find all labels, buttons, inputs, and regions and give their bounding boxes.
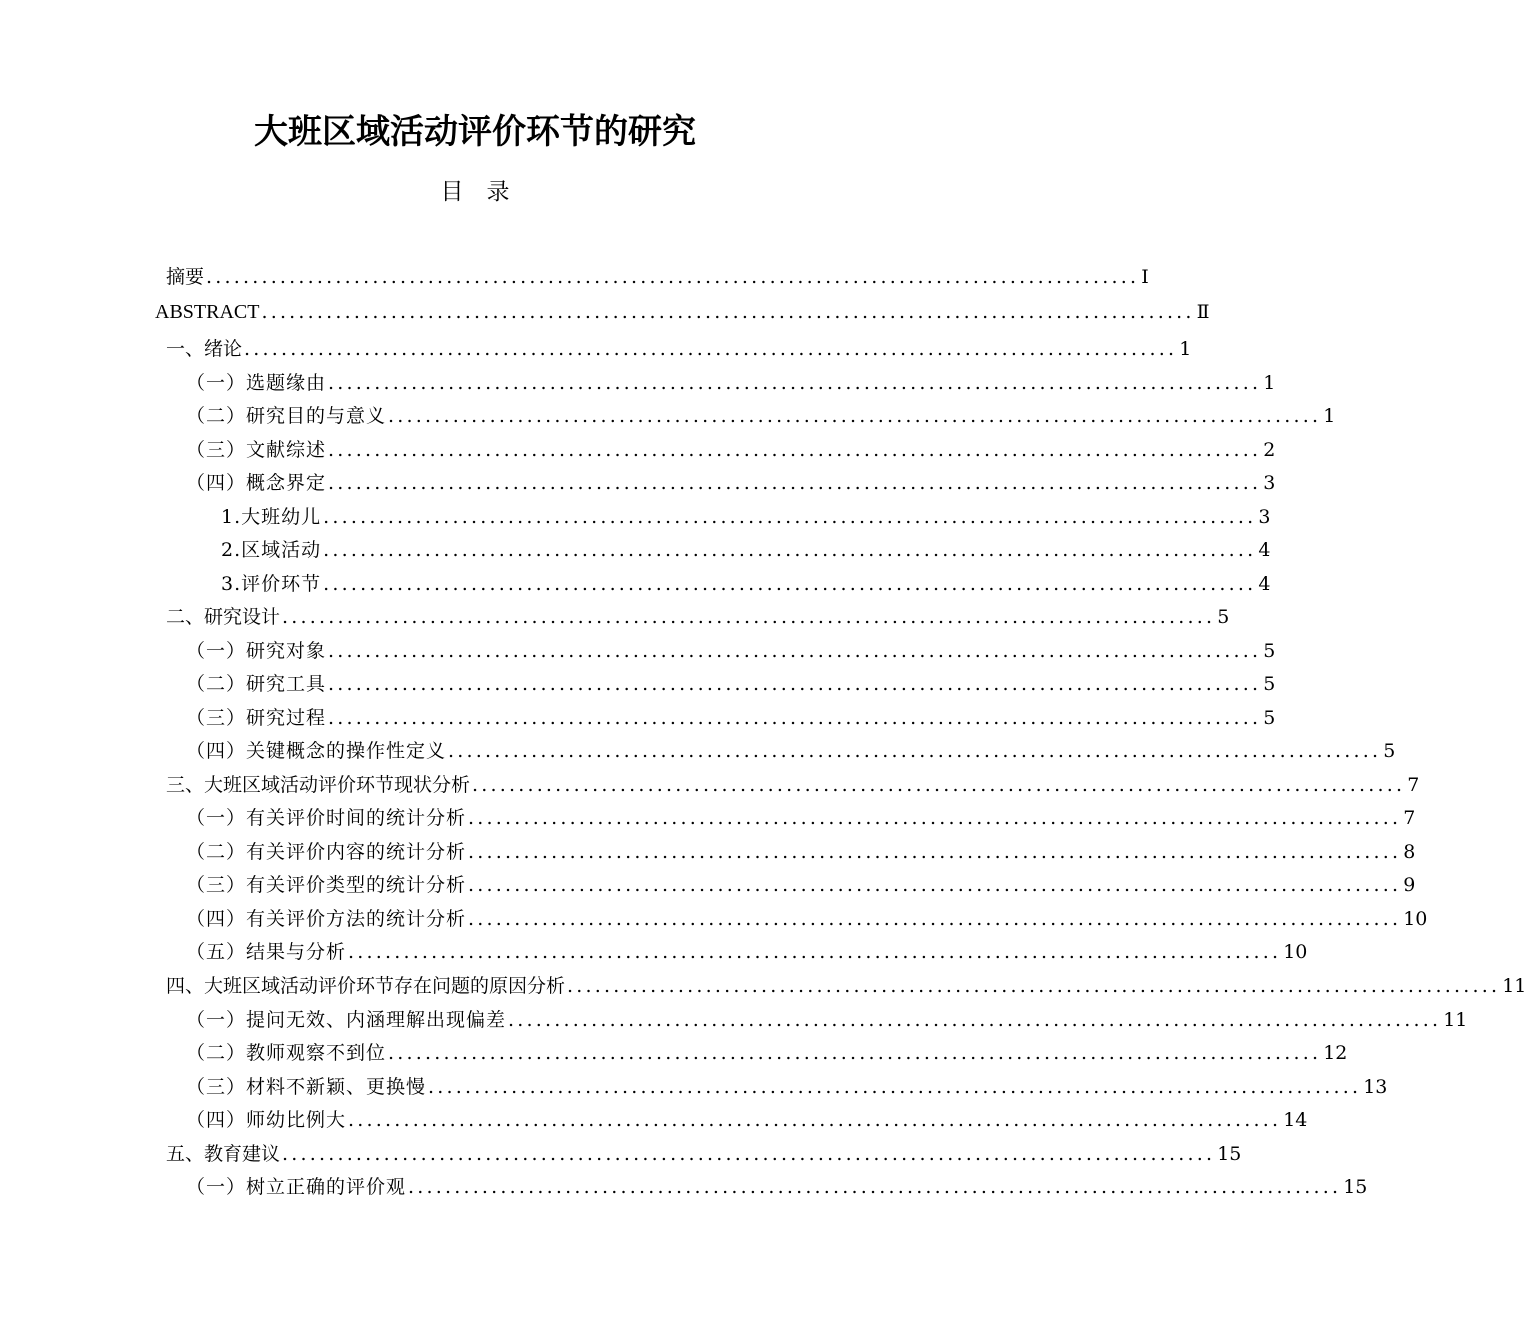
toc-entry[interactable] (186, 736, 1396, 766)
toc-entry-page: 5 (1263, 640, 1276, 662)
toc-entry[interactable] (186, 904, 1428, 934)
toc-entry-label: 四、大班区域活动评价环节存在问题的原因分析 (166, 975, 566, 997)
toc-leader: ..................................................................................................... (348, 941, 1282, 963)
toc-entry-label: （二）研究目的与意义 (186, 405, 387, 427)
toc-entry-label: 三、大班区域活动评价环节现状分析 (166, 774, 471, 796)
toc-leader: ..................................................................................................... (468, 908, 1402, 930)
toc-leader: ..................................................................................................... (244, 338, 1178, 360)
toc-entry-label: （四）关键概念的操作性定义 (186, 740, 447, 762)
toc-entry-page: 5 (1383, 740, 1396, 762)
toc-entry-page: 11 (1443, 1009, 1468, 1031)
toc-entry-label: （四）师幼比例大 (186, 1109, 347, 1131)
toc-leader: ..................................................................................................... (328, 673, 1262, 695)
toc-leader: ..................................................................................................... (328, 472, 1262, 494)
toc-entry-label: （一）研究对象 (186, 640, 327, 662)
toc-leader: ..................................................................................................... (348, 1109, 1282, 1131)
toc-entry-label: （四）有关评价方法的统计分析 (186, 908, 467, 930)
toc-entry-page: 8 (1403, 841, 1416, 863)
toc-leader: ..................................................................................................... (328, 707, 1262, 729)
toc-entry[interactable] (186, 937, 1308, 967)
toc-entry-page: Ⅱ (1196, 301, 1210, 323)
toc-entry-label: （二）教师观察不到位 (186, 1042, 387, 1064)
toc-entry-page: 3 (1258, 506, 1271, 528)
toc-entry-page: 4 (1258, 573, 1271, 595)
toc-leader: ..................................................................................................... (508, 1009, 1442, 1031)
toc-entry[interactable] (221, 535, 1271, 565)
toc-entry[interactable] (186, 1038, 1348, 1068)
toc-entry[interactable] (166, 602, 1230, 632)
toc-entry[interactable] (186, 669, 1276, 699)
toc-entry[interactable] (155, 297, 1210, 327)
toc-leader: ..................................................................................................... (323, 539, 1257, 561)
toc-leader: ..................................................................................................... (323, 506, 1257, 528)
toc-leader: ..................................................................................................... (468, 874, 1402, 896)
toc-entry-page: 2 (1263, 439, 1276, 461)
toc-leader: ..................................................................................................... (261, 301, 1195, 323)
toc-entry[interactable] (166, 971, 1526, 1001)
toc-entry-label: 摘要 (166, 266, 205, 288)
toc-entry-label: 五、教育建议 (166, 1143, 281, 1165)
toc-entry[interactable] (186, 435, 1276, 465)
toc-entry-page: 15 (1343, 1176, 1368, 1198)
toc-entry-page: 4 (1258, 539, 1271, 561)
toc-entry-page: 5 (1263, 673, 1276, 695)
toc-entry-label: （一）有关评价时间的统计分析 (186, 807, 467, 829)
toc-entry-page: 5 (1263, 707, 1276, 729)
toc-heading: 目 录 (440, 179, 510, 205)
toc-leader: ..................................................................................................... (448, 740, 1382, 762)
toc-leader: ..................................................................................................... (428, 1076, 1362, 1098)
toc-entry-page: 13 (1363, 1076, 1388, 1098)
toc-entry-label: ABSTRACT (155, 301, 260, 323)
toc-entry[interactable] (186, 837, 1416, 867)
toc-entry[interactable] (166, 334, 1192, 364)
toc-entry-page: 7 (1403, 807, 1416, 829)
toc-entry-label: 1.大班幼儿 (221, 506, 322, 528)
toc-entry-label: （一）树立正确的评价观 (186, 1176, 407, 1198)
toc-leader: ..................................................................................................... (468, 841, 1402, 863)
toc-entry-page: Ⅰ (1141, 266, 1149, 288)
toc-leader: ..................................................................................................... (323, 573, 1257, 595)
toc-entry[interactable] (186, 368, 1276, 398)
toc-entry[interactable] (186, 870, 1416, 900)
toc-entry-label: （二）研究工具 (186, 673, 327, 695)
toc-leader: ..................................................................................................... (328, 372, 1262, 394)
toc-entry-page: 7 (1407, 774, 1420, 796)
toc-entry-page: 9 (1403, 874, 1416, 896)
toc-entry-page: 3 (1263, 472, 1276, 494)
toc-leader: ..................................................................................................... (328, 640, 1262, 662)
toc-entry-page: 14 (1283, 1109, 1308, 1131)
toc-leader: ..................................................................................................... (472, 774, 1406, 796)
toc-entry[interactable] (186, 1172, 1368, 1202)
toc-entry-page: 1 (1179, 338, 1192, 360)
toc-entry-page: 10 (1403, 908, 1428, 930)
toc-entry[interactable] (166, 1139, 1242, 1169)
toc-entry-label: （三）文献综述 (186, 439, 327, 461)
toc-entry-label: 2.区域活动 (221, 539, 322, 561)
toc-leader: ..................................................................................................... (388, 405, 1322, 427)
toc-entry-label: 一、绪论 (166, 338, 243, 360)
toc-entry-label: （五）结果与分析 (186, 941, 347, 963)
toc-entry-label: （四）概念界定 (186, 472, 327, 494)
toc-entry-label: （三）研究过程 (186, 707, 327, 729)
toc-leader: ..................................................................................................... (567, 975, 1501, 997)
toc-entry[interactable] (221, 569, 1271, 599)
toc-entry-label: （一）选题缘由 (186, 372, 327, 394)
toc-leader: ..................................................................................................... (408, 1176, 1342, 1198)
toc-leader: ..................................................................................................... (388, 1042, 1322, 1064)
toc-entry-label: 二、研究设计 (166, 606, 281, 628)
toc-entry-label: （二）有关评价内容的统计分析 (186, 841, 467, 863)
toc-entry-page: 12 (1323, 1042, 1348, 1064)
toc-leader: ..................................................................................................... (282, 1143, 1216, 1165)
toc-entry[interactable] (166, 262, 1149, 292)
toc-entry[interactable] (186, 1105, 1308, 1135)
toc-entry[interactable] (166, 770, 1420, 800)
document-title: 大班区域活动评价环节的研究 (254, 112, 696, 152)
toc-entry[interactable] (186, 703, 1276, 733)
toc-leader: ..................................................................................................... (468, 807, 1402, 829)
toc-leader: ..................................................................................................... (206, 266, 1140, 288)
toc-entry-page: 15 (1217, 1143, 1242, 1165)
toc-entry-page: 5 (1217, 606, 1230, 628)
toc-entry-page: 11 (1502, 975, 1526, 997)
toc-entry-label: （三）材料不新颖、更换慢 (186, 1076, 427, 1098)
toc-entry[interactable] (186, 803, 1416, 833)
toc-entry[interactable] (186, 1005, 1468, 1035)
toc-entry-page: 1 (1323, 405, 1336, 427)
toc-entry-page: 10 (1283, 941, 1308, 963)
toc-entry-label: （三）有关评价类型的统计分析 (186, 874, 467, 896)
toc-entry[interactable] (221, 502, 1271, 532)
toc-entry[interactable] (186, 636, 1276, 666)
toc-entry[interactable] (186, 468, 1276, 498)
toc-entry-label: （一）提问无效、内涵理解出现偏差 (186, 1009, 507, 1031)
toc-entry-page: 1 (1263, 372, 1276, 394)
toc-entry[interactable] (186, 1072, 1388, 1102)
toc-leader: ..................................................................................................... (328, 439, 1262, 461)
toc-entry[interactable] (186, 401, 1336, 431)
toc-entry-label: 3.评价环节 (221, 573, 322, 595)
toc-leader: ..................................................................................................... (282, 606, 1216, 628)
